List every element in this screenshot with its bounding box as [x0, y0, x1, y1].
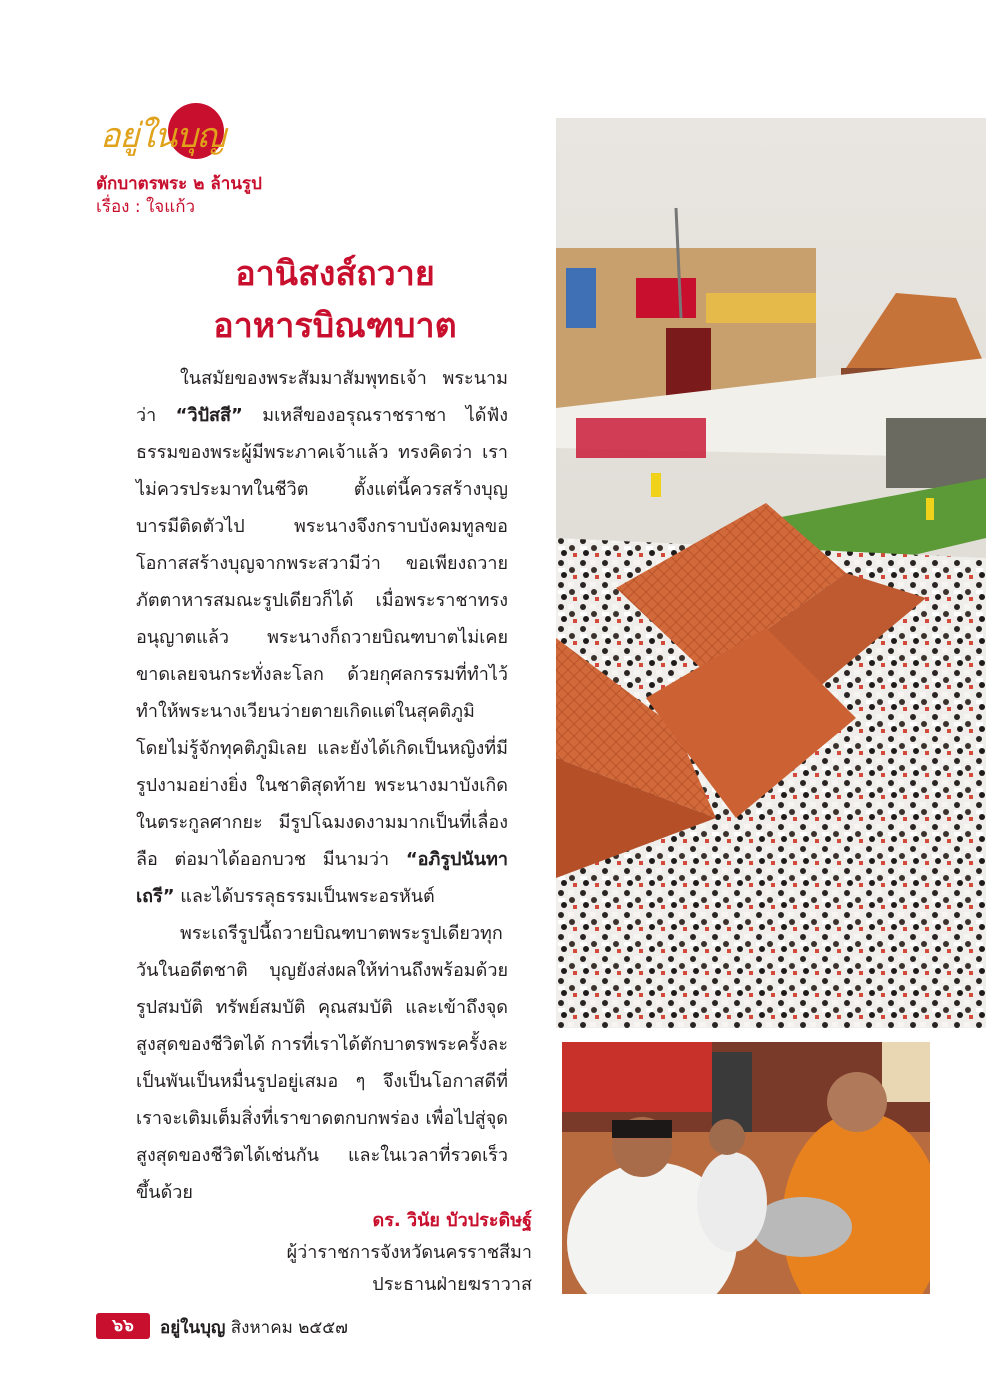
signature-title-2: ประธานฝ่ายฆราวาส: [372, 1274, 532, 1295]
signature-name: ดร. วินัย บัวประดิษฐ์: [372, 1210, 532, 1231]
p1-text-c: และได้บรรลุธรรมเป็นพระอรหันต์: [174, 886, 435, 907]
article-headline: [120, 248, 550, 352]
photo-alms-crowd-illustration: [556, 118, 986, 1028]
page-number: ๖๖: [96, 1313, 150, 1339]
headline-line-1: อานิสงส์ถวาย: [235, 254, 435, 294]
footer-issue: สิงหาคม ๒๕๕๗: [230, 1318, 348, 1338]
byline: เรื่อง : ใจแก้ว: [96, 197, 196, 217]
headline-line-2: อาหารบิณฑบาต: [213, 306, 457, 346]
footer-magazine: อยู่ในบุญ: [160, 1318, 226, 1338]
photo-monk-alms: [562, 1042, 930, 1294]
photo-alms-crowd: [556, 118, 986, 1028]
quoted-name-1: “วิปัสสี”: [175, 405, 243, 426]
logo-text: อยู่ในบุญ: [100, 116, 225, 156]
p1-text-a: ในสมัยของพระสัมมาสัมพุทธเจ้า พระนามว่า: [136, 368, 508, 426]
section-title: ตักบาตรพระ ๒ ล้านรูป: [96, 174, 262, 194]
paragraph-1: [136, 360, 508, 915]
signature-title-1: ผู้ว่าราชการจังหวัดนครราชสีมา: [286, 1242, 532, 1263]
quoted-name-2: “อภิรูปนันทาเถรี”: [136, 849, 508, 907]
footer-text: [160, 1314, 348, 1341]
article-body: [136, 360, 508, 1211]
signature-block: [287, 1205, 532, 1301]
p1-text-b: มเหสีของอรุณราชราชา ได้ฟังธรรมของพระผู้มีพระภาคเจ้าแล้ว ทรงคิดว่า เราไม่ควรประมาทในชีวิต ตั้งแต่นี้ควรสร้างบุญบารมีติดตัวไป พระนางจึงกราบบังคมทูลขอโอกาสสร้างบุญจากพระสวามีว่า ขอเพียงถวายภัตตาหารสมณะรูปเดียวก็ได้ เมื่อพระราชาทรงอนุญาตแล้ว พระนางก็ถวายบิณฑบาตไม่เคยขาดเลยจนกระทั่งละโลก ด้วยกุศลกรรมที่ทำไว้ ทำให้พระนางเวียนว่ายตายเกิดแต่ในสุคติภูมิ โดยไม่รู้จักทุคติภูมิเลย และยังได้เกิดเป็นหญิงที่มีรูปงามอย่างยิ่ง ในชาติสุดท้าย พระนางมาบังเกิดในตระกูลศากยะ มีรูปโฉมงดงามมากเป็นที่เลื่องลือ ต่อมาได้ออกบวช มีนามว่า: [136, 405, 509, 870]
paragraph-2: พระเถรีรูปนี้ถวายบิณฑบาตพระรูปเดียวทุกวันในอดีตชาติ บุญยังส่งผลให้ท่านถึงพร้อมด้วยรูปสมบัติ ทรัพย์สมบัติ คุณสมบัติ และเข้าถึงจุดสูงสุดของชีวิตได้ การที่เราได้ตักบาตรพระครั้งละเป็นพันเป็นหมื่นรูปอยู่เสมอ ๆ จึงเป็นโอกาสดีที่เราจะเติมเต็มสิ่งที่เราขาดตกบกพร่อง เพื่อไปสู่จุดสูงสุดของชีวิตได้เช่นกัน และในเวลาที่รวดเร็วขึ้นด้วย: [136, 923, 508, 1203]
photo-monk-alms-illustration: [562, 1042, 930, 1294]
